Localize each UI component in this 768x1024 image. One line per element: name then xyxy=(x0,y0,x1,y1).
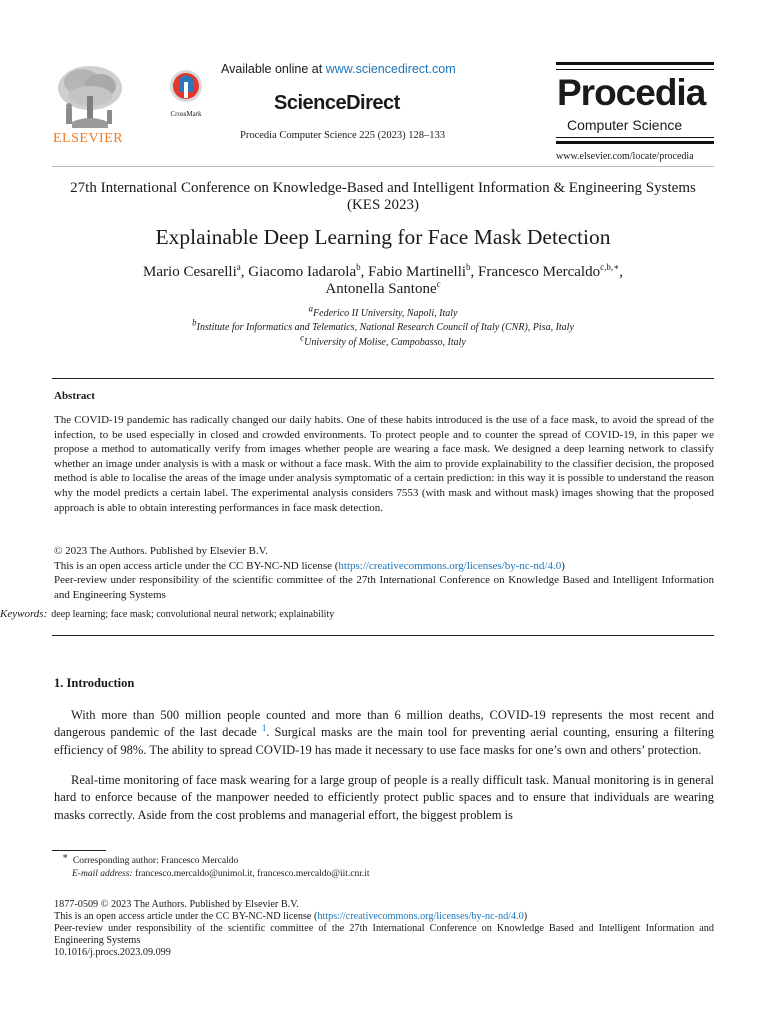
footnote-corresponding: ∗ Corresponding author: Francesco Mercaldo xyxy=(62,850,239,866)
intro-paragraph: Real-time monitoring of face mask wearing for a large group of people is a really difficult task. Manual monitoring is in general hard to enforce because of the manpower needed to efficiently protect public spaces and to ensure that individuals are wearing masks correctly. Aside from the cost problems and managerial effort, the biggest problem is xyxy=(54,773,714,822)
procedia-url[interactable]: www.elsevier.com/locate/procedia xyxy=(556,151,694,162)
keywords-list: deep learning; face mask; convolutional neural network; explainability xyxy=(51,609,335,620)
procedia-rule xyxy=(556,137,714,138)
citation-link[interactable]: 1 xyxy=(261,723,267,734)
abstract-top-rule xyxy=(52,378,714,379)
footer-license-link[interactable]: https://creativecommons.org/licenses/by-nc-nd/4.0 xyxy=(317,911,524,922)
header-divider xyxy=(52,166,714,167)
author: Mario Cesarelli$^a$, xyxy=(143,262,249,280)
sciencedirect-link[interactable]: www.sciencedirect.com xyxy=(325,62,456,76)
journal-citation: Procedia Computer Science 225 (2023) 128–133 xyxy=(240,130,445,141)
available-online xyxy=(221,62,456,76)
abstract-body: The COVID-19 pandemic has radically changed our daily habits. One of these habits introduced is the use of a face mask, to avoid the spread of the infection, to be used especially in closed and crowded environments. To protect people and to counter the spread of COVID-19, in this paper we propose a method to automatically verify from images whether people are wearing a face mask. We designed a deep learning network to classify whether an image under analysis is with a mask or without a face mask. With the aim to provide explainability to the classifier decision, the proposed method is able to localise the areas of the image under analysis symptomatic of a certain prediction: in this way it is possible to understand the reason why the model predicts a certain label. The experimental analysis considers 7553 (with mask and without mask) images showing that the proposed approach is able to obtain interesting performances in face mask detection. xyxy=(54,414,714,514)
footer-copyright: 1877-0509 © 2023 The Authors. Published by Elsevier B.V. xyxy=(54,899,299,910)
procedia-rule xyxy=(556,69,714,70)
author: Francesco Mercaldo$^{c,b,∗}$, xyxy=(478,262,623,280)
sciencedirect-wordmark: ScienceDirect xyxy=(274,92,400,114)
procedia-rule xyxy=(556,141,714,144)
elsevier-wordmark: ELSEVIER xyxy=(53,131,124,146)
crossmark-label: CrossMark xyxy=(170,110,202,118)
affiliation: $^a$Federico II University, Napoli, Italy xyxy=(308,303,458,319)
footer-license: This is an open access article under the CC BY-NC-ND license (https://creativecommons.org/licenses/by-nc-nd/4.0) xyxy=(54,911,528,922)
section-heading-introduction: 1. Introduction xyxy=(54,676,135,690)
author: Giacomo Iadarola$^b$, xyxy=(248,262,369,280)
affiliation: $^c$University of Molise, Campobasso, Italy xyxy=(300,332,466,348)
procedia-rule xyxy=(556,62,714,65)
author: Antonella Santone$^c$ xyxy=(325,279,441,297)
footer-doi[interactable]: 10.1016/j.procs.2023.09.099 xyxy=(54,947,171,958)
email-addresses[interactable]: francesco.mercaldo@unimol.it, francesco.mercaldo@iit.cnr.it xyxy=(134,869,370,879)
footer-peer-review: Peer-review under responsibility of the scientific committee of the 27th International Conference on Knowledge Based and Intelligent Information and Engineering Systems xyxy=(54,923,714,946)
crossmark-badge[interactable] xyxy=(165,68,207,116)
author-list xyxy=(52,264,714,298)
license-link[interactable]: https://creativecommons.org/licenses/by-nc-nd/4.0 xyxy=(338,559,562,572)
license-line: This is an open access article under the CC BY-NC-ND license (https://creativecommons.org/licenses/by-nc-nd/4.0) xyxy=(54,559,565,572)
procedia-subtitle: Computer Science xyxy=(567,117,683,133)
available-prefix: Available online at xyxy=(221,62,326,76)
peer-review-line: Peer-review under responsibility of the scientific committee of the 27th International Conference on Knowledge Based and Intelligent Information and Engineering Systems xyxy=(54,574,714,601)
footnote-email: E-mail address: francesco.mercaldo@unimol.it, francesco.mercaldo@iit.cnr.it xyxy=(72,869,370,879)
footnote-rule xyxy=(52,850,106,851)
page-footer xyxy=(54,899,714,959)
author: Fabio Martinelli$^b$, xyxy=(368,262,479,280)
copyright-line: © 2023 The Authors. Published by Elsevier B.V. xyxy=(54,545,268,557)
conference-name: 27th International Conference on Knowledge-Based and Intelligent Information & Engineering Systems (KES 2023) xyxy=(70,180,696,213)
abstract-bottom-rule xyxy=(52,635,714,636)
keywords-label: Keywords: xyxy=(0,608,48,620)
abstract-heading: Abstract xyxy=(54,390,95,402)
intro-paragraph: With more than 500 million people counted and more than 6 million deaths, COVID-19 represents the most recent and dangerous pandemic of the last decade $^1$. Surgical masks are the main tool for preventing aerial counting, ensuring a filtering efficiency of 98%. The ability to spread COVID-19 has made it necessary to use face masks for one’s own and others’ protection. xyxy=(54,708,714,757)
abstract-copyright xyxy=(54,544,714,602)
affiliation: $^b$Institute for Informatics and Telematics, National Research Council of Italy (CNR), Pisa, Italy xyxy=(192,317,574,333)
paper-title: Explainable Deep Learning for Face Mask Detection xyxy=(155,225,611,249)
crossmark-icon xyxy=(165,68,207,106)
keywords xyxy=(0,608,334,620)
procedia-wordmark: Procedia xyxy=(557,72,706,113)
